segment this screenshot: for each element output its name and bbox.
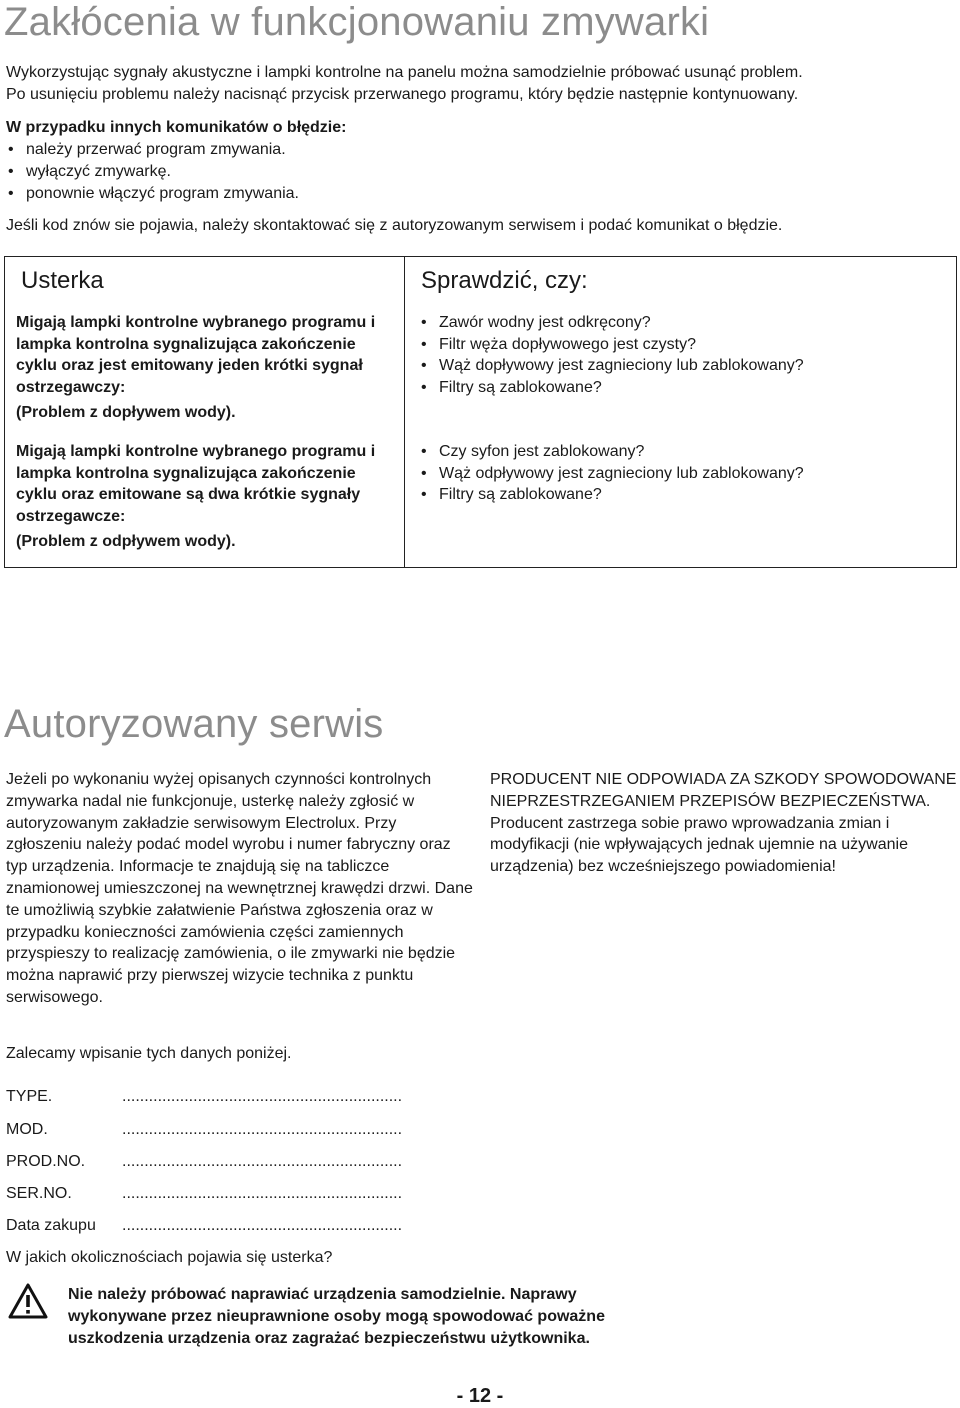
warning-triangle-icon [8, 1283, 48, 1319]
field-blank: ............................................................... [122, 1217, 403, 1234]
field-ser-no [6, 1183, 436, 1205]
fault-description: Migają lampki kontrolne wybranego programu i lampka kontrolna sygnalizująca zakończenie cyklu oraz emitowane są dwa krótkie sygnały ostrzegawcze: [16, 443, 376, 525]
check-item: • Filtry są zablokowane? [419, 377, 804, 399]
circumstances-question: W jakich okolicznościach pojawia się usterka? [6, 1249, 333, 1266]
check-item: • Filtry są zablokowane? [419, 484, 804, 506]
intro-line-1: Wykorzystując sygnały akustyczne i lampki kontrolne na panelu można samodzielnie próbować usunąć problem. [6, 64, 803, 81]
field-type [6, 1086, 436, 1108]
fault-note: (Problem z dopływem wody). [16, 404, 236, 421]
fault-cell-2 [16, 441, 401, 553]
page-number: - 12 - [456, 1385, 504, 1407]
intro-line-2: Po usunięciu problemu należy nacisnąć przycisk przerwanego programu, który będzie następnie kontynuowany. [6, 86, 799, 103]
field-blank: ............................................................... [122, 1088, 403, 1105]
step-item: • ponownie włączyć program zmywania. [6, 183, 299, 205]
troubleshooting-table [4, 256, 957, 568]
check-list-1 [419, 312, 804, 398]
field-prod-no [6, 1151, 436, 1173]
fault-column-header: Usterka [21, 267, 104, 294]
check-item: • Filtr węża dopływowego jest czysty? [419, 334, 804, 356]
check-column-header: Sprawdzić, czy: [421, 267, 588, 294]
fault-cell-1 [16, 312, 401, 424]
check-item: • Wąż odpływowy jest zagnieciony lub zablokowany? [419, 463, 804, 485]
field-label: SER.NO. [6, 1185, 72, 1202]
check-list-2 [419, 441, 804, 506]
column-divider [404, 257, 405, 567]
field-label: Data zakupu [6, 1217, 96, 1234]
check-item: • Wąż dopływowy jest zagnieciony lub zablokowany? [419, 355, 804, 377]
service-description: Jeżeli po wykonaniu wyżej opisanych czynności kontrolnych zmywarka nadal nie funkcjonuje, usterkę należy zgłosić w autoryzowanym zakładzie serwisowym Electrolux. Przy zgłoszeniu należy podać model wyrobu i numer fabryczny oraz typ urządzenia. Informacje te znajdują się na tabliczce znamionowej umieszczonej na wewnętrznej krawędzi drzwi. Dane te umożliwią szybkie załatwienie Państwa zgłoszenia oraz w przypadku konieczności zamówienia części zamiennych przyspieszy to realizację zamówienia, o ile zmywarki nie będzie można naprawić przy pierwszej wizycie technika z punktu serwisowego. [6, 771, 473, 1006]
field-blank: ............................................................... [122, 1185, 403, 1202]
field-label: PROD.NO. [6, 1153, 86, 1170]
fault-note: (Problem z odpływem wody). [16, 533, 236, 550]
field-label: TYPE. [6, 1088, 53, 1105]
field-blank: ............................................................... [122, 1121, 403, 1138]
step-item: • należy przerwać program zmywania. [6, 139, 299, 161]
field-label: MOD. [6, 1121, 48, 1138]
steps-list [6, 139, 299, 205]
liability-notice: PRODUCENT NIE ODPOWIADA ZA SZKODY SPOWODOWANE NIEPRZESTRZEGANIEM PRZEPISÓW BEZPIECZEŃSTWA. [490, 771, 957, 810]
service-title: Autoryzowany serwis [4, 702, 384, 746]
modification-notice: Producent zastrzega sobie prawo wprowadzania zmian i modyfikacji (nie wpływających jednak ujemnie na używanie urządzenia) bez wcześniejszego powiadomienia! [490, 814, 908, 876]
safety-warning: Nie należy próbować naprawiać urządzenia samodzielnie. Naprawy wykonywane przez nieuprawnione osoby mogą spowodować poważne uszkodzenia urządzenia oraz zagrażać bezpieczeństwu użytkownika. [68, 1286, 605, 1347]
service-right-column [490, 769, 958, 878]
troubleshooting-title: Zakłócenia w funkcjonowaniu zmywarki [4, 0, 710, 44]
field-blank: ............................................................... [122, 1153, 403, 1170]
check-item: • Zawór wodny jest odkręcony? [419, 312, 804, 334]
field-purchase-date [6, 1215, 436, 1237]
fault-description: Migają lampki kontrolne wybranego programu i lampka kontrolna sygnalizująca zakończenie cyklu oraz jest emitowany jeden krótki sygnał ostrzegawczy: [16, 314, 376, 396]
step-item: • wyłączyć zmywarkę. [6, 161, 299, 183]
field-mod [6, 1119, 436, 1141]
check-item: • Czy syfon jest zablokowany? [419, 441, 804, 463]
error-heading: W przypadku innych komunikatów o błędzie: [6, 119, 347, 136]
recommendation: Zalecamy wpisanie tych danych poniżej. [6, 1045, 292, 1062]
contact-note: Jeśli kod znów sie pojawia, należy skontaktować się z autoryzowanym serwisem i podać komunikat o błędzie. [6, 217, 783, 234]
